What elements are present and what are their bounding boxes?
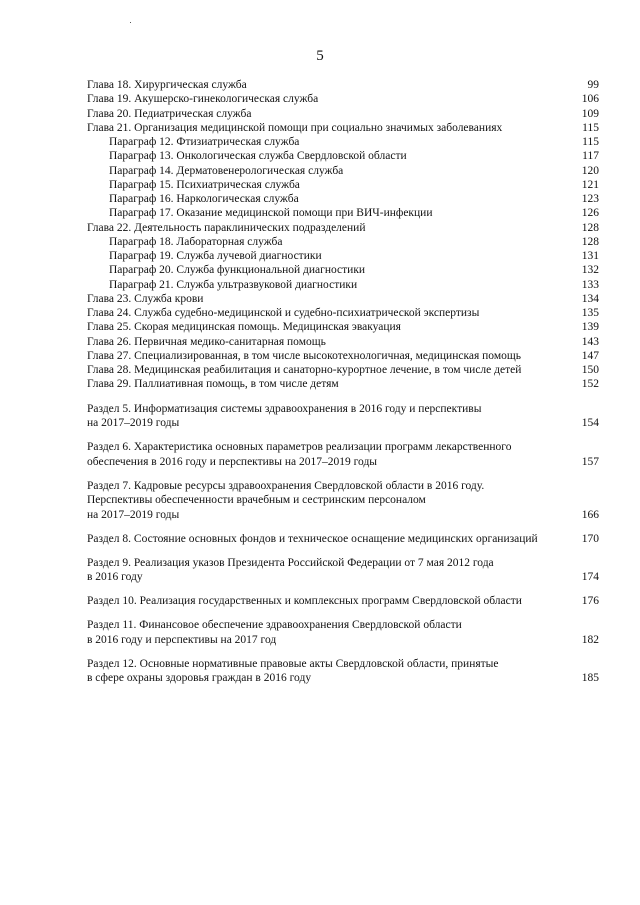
toc-entry-title: Глава 21. Организация медицинской помощи при социально значимых заболеваниях xyxy=(87,121,503,134)
toc-entry-page: 132 xyxy=(581,264,599,277)
toc-entry-title: Параграф 18. Лабораторная служба xyxy=(109,235,283,248)
table-of-contents xyxy=(87,78,599,695)
toc-entry-page: 106 xyxy=(581,93,599,106)
toc-section-line: в 2016 году и перспективы на 2017 год xyxy=(87,633,277,646)
toc-entry-page: 150 xyxy=(581,364,599,376)
toc-entry-title: Глава 27. Специализированная, в том числе высокотехнологичная, медицинская помощь xyxy=(87,349,521,362)
chapter-list xyxy=(87,78,599,392)
toc-entry-page: 128 xyxy=(581,221,599,234)
toc-paragraph-entry xyxy=(87,206,599,220)
toc-chapter-entry xyxy=(87,349,599,363)
toc-section-line: обеспечения в 2016 году и перспективы на 2017–2019 годы xyxy=(87,455,378,468)
toc-entry-title: Глава 28. Медицинская реабилитация и санаторно-курортное лечение, в том числе детей xyxy=(87,364,522,376)
toc-entry-page: 152 xyxy=(581,378,599,391)
toc-section-line: Раздел 8. Состояние основных фондов и техническое оснащение медицинских организаций xyxy=(87,532,538,545)
toc-entry-page: 117 xyxy=(582,150,599,163)
toc-paragraph-entry xyxy=(87,263,599,277)
toc-entry-page: 157 xyxy=(581,455,599,468)
toc-entry-title: Параграф 17. Оказание медицинской помощи при ВИЧ-инфекции xyxy=(109,207,433,220)
toc-entry-page: 176 xyxy=(581,595,599,607)
toc-entry-title: Глава 18. Хирургическая служба xyxy=(87,79,247,91)
toc-paragraph-entry xyxy=(87,249,599,263)
toc-entry-title: Глава 22. Деятельность параклинических подразделений xyxy=(87,221,366,234)
toc-entry-title: Параграф 14. Дерматовенерологическая служба xyxy=(109,164,344,177)
toc-entry-page: 185 xyxy=(581,672,599,684)
toc-entry-page: 139 xyxy=(581,321,599,334)
toc-section-line: Раздел 5. Информатизация системы здравоохранения в 2016 году и перспективы xyxy=(87,402,482,415)
scan-speck xyxy=(130,22,131,23)
toc-entry-title: Параграф 15. Психиатрическая служба xyxy=(109,178,300,191)
toc-paragraph-entry xyxy=(87,192,599,206)
toc-section-line: Раздел 10. Реализация государственных и комплексных программ Свердловской области xyxy=(87,595,522,607)
toc-entry-page: 135 xyxy=(581,307,599,319)
toc-section-entry xyxy=(87,532,599,547)
toc-section-line: Раздел 7. Кадровые ресурсы здравоохранения Свердловской области в 2016 году. xyxy=(87,479,485,492)
toc-entry-title: Глава 26. Первичная медико-санитарная помощь xyxy=(87,335,326,348)
toc-section-entry xyxy=(87,556,599,585)
toc-entry-title: Параграф 13. Онкологическая служба Свердловской области xyxy=(109,150,407,163)
toc-entry-page: 174 xyxy=(581,571,599,583)
toc-chapter-entry xyxy=(87,377,599,391)
toc-paragraph-entry xyxy=(87,235,599,249)
toc-entry-page: 143 xyxy=(581,335,599,348)
toc-entry-page: 128 xyxy=(581,235,599,248)
toc-section-line: Раздел 9. Реализация указов Президента Российской Федерации от 7 мая 2012 года xyxy=(87,556,494,569)
toc-entry-page: 115 xyxy=(582,121,599,134)
toc-section-entry xyxy=(87,479,599,523)
page-number: 5 xyxy=(316,48,324,64)
toc-entry-title: Параграф 12. Фтизиатрическая служба xyxy=(109,136,300,148)
toc-section-line: на 2017–2019 годы xyxy=(87,508,180,521)
toc-entry-page: 121 xyxy=(581,178,599,191)
toc-chapter-entry xyxy=(87,121,599,135)
toc-entry-page: 154 xyxy=(581,417,599,429)
toc-entry-title: Глава 23. Служба крови xyxy=(87,292,204,305)
toc-entry-page: 147 xyxy=(581,349,599,362)
toc-paragraph-entry xyxy=(87,164,599,178)
toc-section-entry xyxy=(87,440,599,469)
toc-entry-page: 131 xyxy=(581,250,599,262)
toc-section-line: на 2017–2019 годы xyxy=(87,417,180,429)
toc-entry-title: Глава 29. Паллиативная помощь, в том числе детям xyxy=(87,378,339,391)
toc-entry-title: Глава 24. Служба судебно-медицинской и судебно-психиатрической экспертизы xyxy=(87,307,480,319)
toc-paragraph-entry xyxy=(87,135,599,149)
toc-chapter-entry xyxy=(87,107,599,121)
toc-section-entry xyxy=(87,594,599,609)
toc-entry-page: 123 xyxy=(581,193,599,205)
toc-entry-page: 134 xyxy=(581,292,599,305)
toc-section-line: Перспективы обеспеченности врачебным и сестринским персоналом xyxy=(87,494,426,506)
toc-section-line: Раздел 11. Финансовое обеспечение здравоохранения Свердловской области xyxy=(87,619,462,631)
toc-entry-title: Глава 19. Акушерско-гинекологическая служба xyxy=(87,93,319,106)
toc-section-line: Раздел 12. Основные нормативные правовые акты Свердловской области, принятые xyxy=(87,657,499,670)
toc-chapter-entry xyxy=(87,92,599,106)
toc-section-line: в сфере охраны здоровья граждан в 2016 году xyxy=(87,672,312,684)
toc-entry-title: Глава 25. Скорая медицинская помощь. Медицинская эвакуация xyxy=(87,321,401,334)
toc-section-line: в 2016 году xyxy=(87,571,143,583)
toc-entry-page: 120 xyxy=(581,164,599,177)
toc-entry-page: 166 xyxy=(581,508,599,521)
toc-chapter-entry xyxy=(87,292,599,306)
toc-entry-page: 126 xyxy=(581,207,599,220)
toc-entry-page: 133 xyxy=(581,278,599,291)
toc-entry-page: 99 xyxy=(587,79,599,91)
section-list xyxy=(87,402,599,686)
toc-chapter-entry xyxy=(87,221,599,235)
toc-chapter-entry xyxy=(87,78,599,92)
toc-entry-page: 170 xyxy=(581,532,599,545)
toc-entry-title: Параграф 19. Служба лучевой диагностики xyxy=(109,250,322,262)
toc-section-line: Раздел 6. Характеристика основных параметров реализации программ лекарственного xyxy=(87,441,512,453)
toc-entry-page: 182 xyxy=(581,633,599,646)
toc-entry-page: 115 xyxy=(582,136,599,148)
toc-section-entry xyxy=(87,618,599,647)
toc-section-entry xyxy=(87,402,599,431)
toc-entry-title: Глава 20. Педиатрическая служба xyxy=(87,107,252,120)
toc-section-entry xyxy=(87,657,599,686)
toc-chapter-entry xyxy=(87,306,599,320)
toc-entry-title: Параграф 20. Служба функциональной диагностики xyxy=(109,264,366,277)
toc-chapter-entry xyxy=(87,335,599,349)
toc-paragraph-entry xyxy=(87,178,599,192)
toc-entry-page: 109 xyxy=(581,107,599,120)
toc-paragraph-entry xyxy=(87,149,599,163)
toc-entry-title: Параграф 21. Служба ультразвуковой диагностики xyxy=(109,278,358,291)
toc-chapter-entry xyxy=(87,320,599,334)
toc-entry-title: Параграф 16. Наркологическая служба xyxy=(109,193,299,205)
toc-paragraph-entry xyxy=(87,278,599,292)
toc-chapter-entry xyxy=(87,363,599,377)
